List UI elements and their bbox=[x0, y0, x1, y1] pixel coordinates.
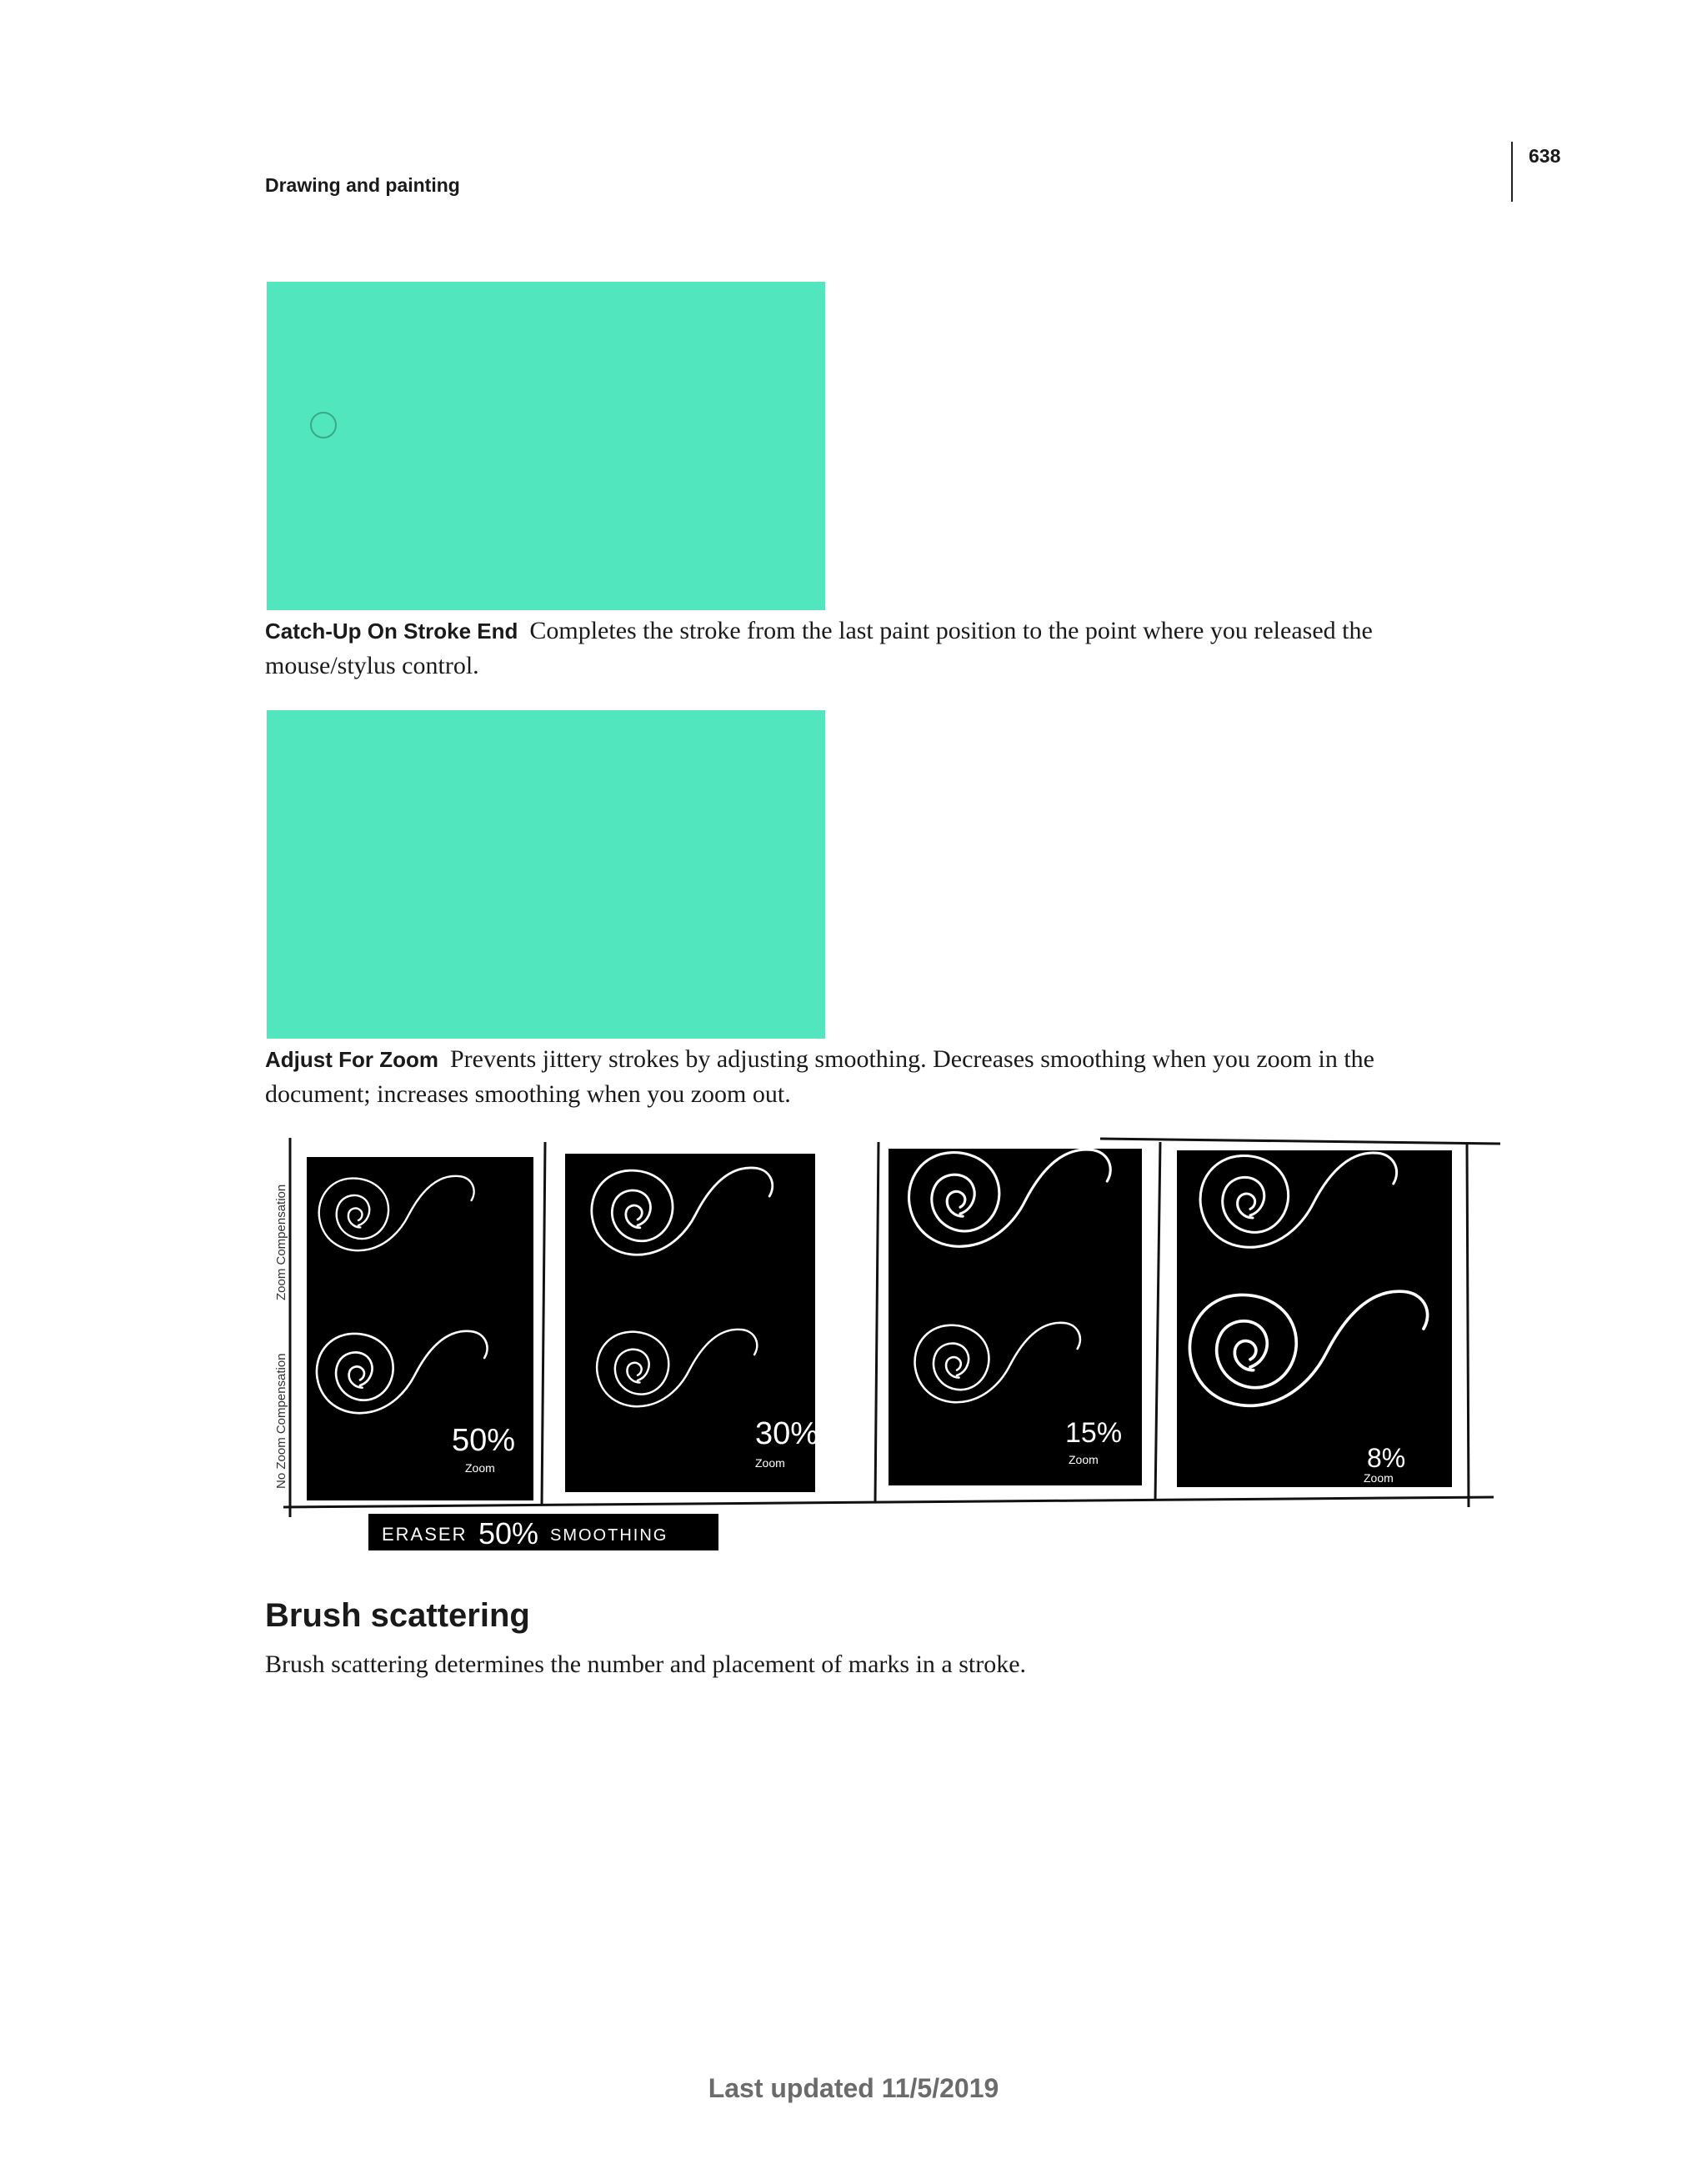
video-placeholder-catch-up[interactable] bbox=[267, 282, 825, 610]
figure-caption bbox=[368, 1514, 718, 1550]
video-placeholder-adjust-zoom[interactable] bbox=[267, 710, 825, 1039]
zoom-panel-30 bbox=[565, 1154, 818, 1492]
zoom-value-30: 30% bbox=[755, 1416, 819, 1451]
caption-percent: 50% bbox=[478, 1516, 539, 1550]
section-body: Brush scattering determines the number and placement of marks in a stroke. bbox=[265, 1651, 1027, 1678]
zoom-label-8: Zoom bbox=[1364, 1471, 1394, 1485]
zoom-panel-8 bbox=[1177, 1150, 1452, 1487]
section-heading: Brush scattering bbox=[265, 1597, 530, 1634]
adjust-zoom-term: Adjust For Zoom bbox=[265, 1047, 438, 1072]
cursor-circle-icon bbox=[267, 282, 825, 610]
zoom-value-50: 50% bbox=[452, 1423, 516, 1458]
caption-eraser: ERASER bbox=[382, 1524, 468, 1545]
zoom-panel-50 bbox=[307, 1157, 533, 1500]
footer-last-updated: Last updated 11/5/2019 bbox=[708, 2073, 999, 2103]
catch-up-paragraph bbox=[265, 614, 1449, 684]
zoom-label-50: Zoom bbox=[465, 1461, 495, 1475]
zoom-compensation-figure bbox=[267, 1134, 1500, 1550]
section-header: Drawing and painting bbox=[265, 174, 460, 196]
catch-up-term: Catch-Up On Stroke End bbox=[265, 619, 518, 644]
zoom-label-30: Zoom bbox=[755, 1456, 785, 1470]
zoom-panel-15 bbox=[889, 1149, 1142, 1485]
adjust-zoom-paragraph bbox=[265, 1042, 1449, 1112]
catch-up-text: Completes the stroke from the last paint position to the point where you released the mouse/stylus control. bbox=[265, 617, 1373, 679]
zoom-label-15: Zoom bbox=[1069, 1453, 1099, 1466]
caption-smoothing: SMOOTHING bbox=[550, 1526, 668, 1545]
zoom-value-8: 8% bbox=[1367, 1443, 1406, 1473]
row-label-bottom: No Zoom Compensation bbox=[274, 1353, 288, 1489]
row-label-top: Zoom Compensation bbox=[274, 1184, 288, 1300]
page-number: 638 bbox=[1529, 145, 1561, 167]
page-number-divider bbox=[1511, 142, 1513, 202]
adjust-zoom-text: Prevents jittery strokes by adjusting smoothing. Decreases smoothing when you zoom in the document; increases smoothing when you zoom out. bbox=[265, 1045, 1374, 1108]
zoom-value-15: 15% bbox=[1065, 1417, 1123, 1449]
